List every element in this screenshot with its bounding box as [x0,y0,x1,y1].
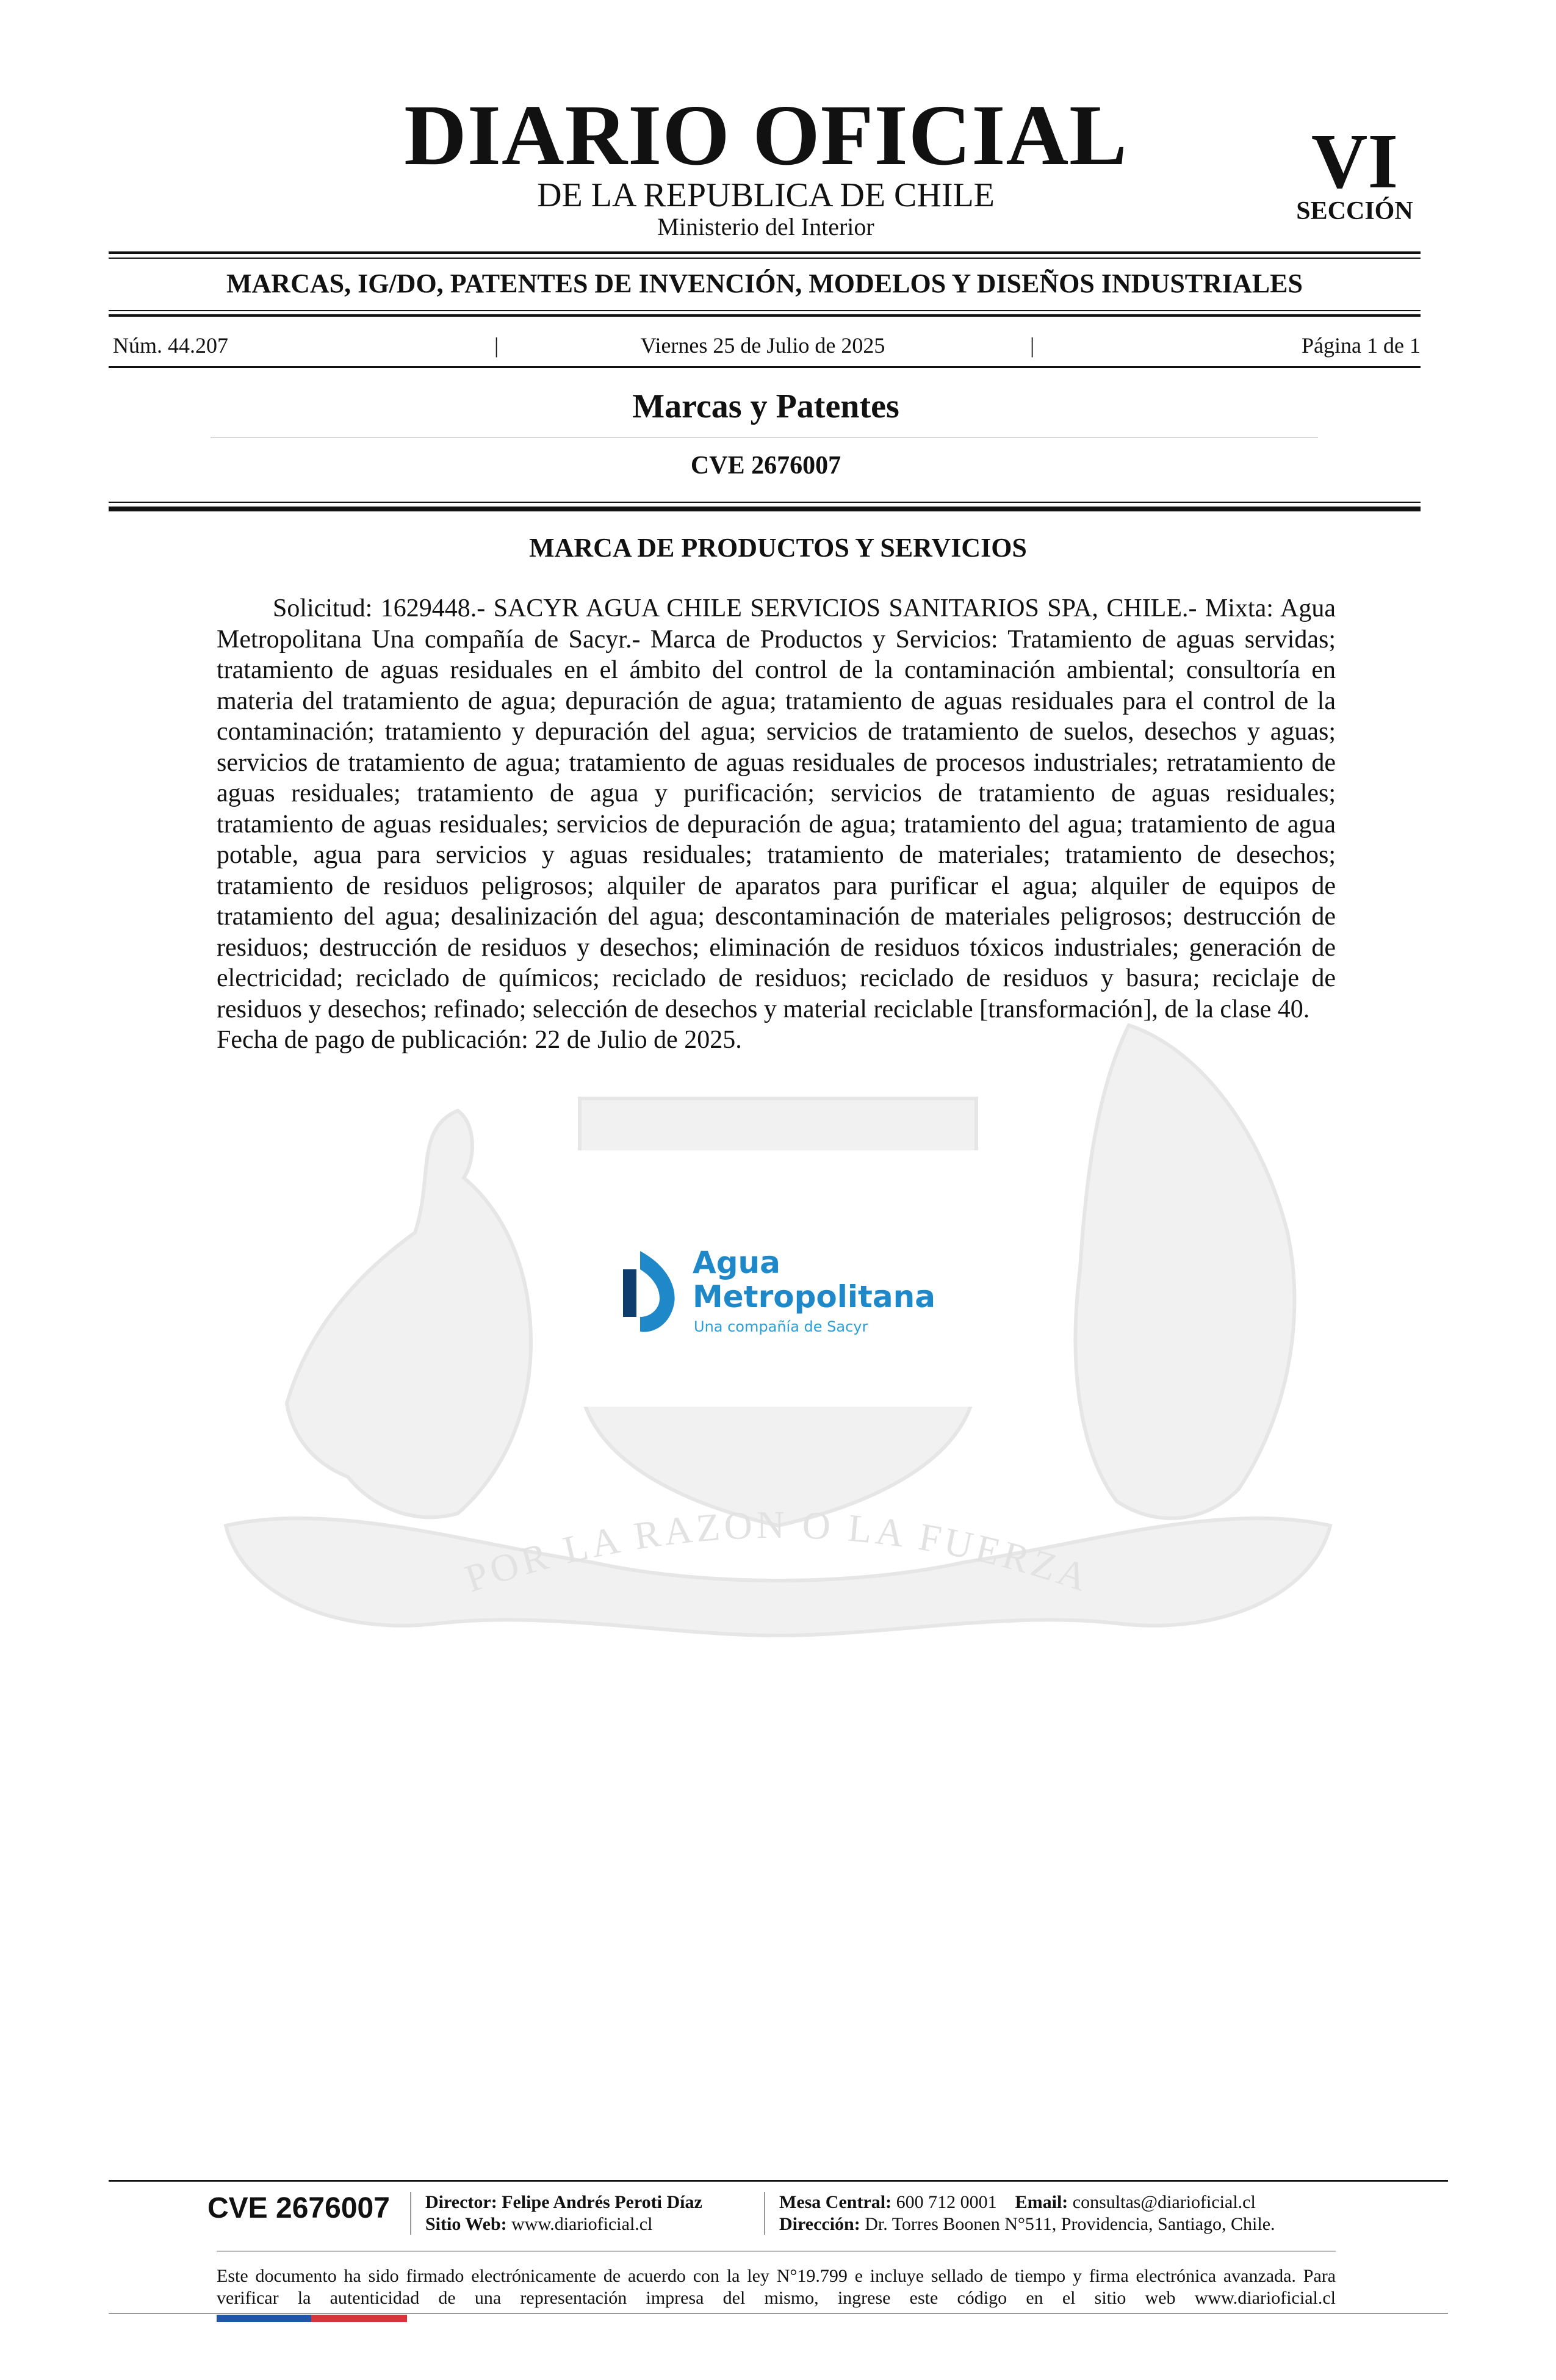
footer-rule-bottom [109,2313,1448,2314]
application-text: Solicitud: 1629448.- SACYR AGUA CHILE SERVICIOS SANITARIOS SPA, CHILE.- Mixta: Agua Metropolitana Una compañía de Sacyr.- Marca de Productos y Servicios: Tratamiento de aguas servidas; tratamiento de aguas residuales en el ámbito del control de la contaminación ambiental; consultoría en materia del tratamiento de agua; depuración de agua; tratamiento de aguas residuales para el control de la contaminación; tratamiento y depuración del agua; servicios de tratamiento de suelos, desechos y aguas; servicios de tratamiento de agua; tratamiento de aguas residuales de procesos industriales; retratamiento de aguas residuales; tratamiento de agua y purificación; servicios de tratamiento de aguas residuales; tratamiento de aguas residuales; servicios de depuración de agua; tratamiento del agua; tratamiento de agua potable, agua para servicios y aguas residuales; tratamiento de materiales; tratamiento de desechos; tratamiento de residuos peligrosos; alquiler de aparatos para purificar el agua; alquiler de equipos de tratamiento del agua; desalinización del agua; descontaminación de materiales peligrosos; destrucción de residuos; destrucción de residuos y desechos; eliminación de residuos tóxicos industriales; generación de electricidad; reciclado de químicos; reciclado de residuos; reciclado de residuos y basura; reciclaje de residuos y desechos; refinado; selección de desechos y material reciclable [transformación], de la clase 40. [217,594,1336,1023]
publication-body [217,593,1336,1056]
issue-separator: | [494,333,499,358]
footer-email-link[interactable]: consultas@diarioficial.cl [1072,2192,1256,2212]
issue-number: Núm. 44.207 [113,333,228,358]
category-rule-thin [109,310,1421,311]
section-number: VI [1311,118,1399,204]
footer-director: Director: Felipe Andrés Peroti Díaz [425,2192,702,2212]
flag-stripe-blue [217,2315,311,2322]
masthead-rule-top [109,251,1421,254]
issue-separator: | [1030,333,1035,358]
footer-rule-mid [217,2251,1336,2252]
condor-shape [1076,1025,1295,1518]
footer-website-link[interactable]: www.diarioficial.cl [511,2214,653,2234]
newspaper-subtitle: DE LA REPUBLICA DE CHILE [537,176,995,214]
footer-cve: CVE 2676007 [207,2192,390,2224]
footer-address: Dirección: Dr. Torres Boonen N°511, Providencia, Santiago, Chile. [779,2214,1275,2234]
payment-date: Fecha de pago de publicación: 22 de Julio de 2025. [217,1026,742,1054]
page-indicator: Página 1 de 1 [1302,333,1421,358]
flag-stripe-red [311,2315,407,2322]
section-category: MARCAS, IG/DO, PATENTES DE INVENCIÓN, MODELOS Y DISEÑOS INDUSTRIALES [226,269,1303,298]
ministry-name: Ministerio del Interior [657,213,874,240]
footer-contact: Mesa Central: 600 712 0001 Email: consultas@diarioficial.cl [779,2192,1256,2212]
issue-rule [109,366,1421,368]
cve-rule [109,507,1421,511]
issue-date: Viernes 25 de Julio de 2025 [640,333,885,358]
newspaper-title: DIARIO OFICIAL [404,87,1128,183]
document-type: MARCA DE PRODUCTOS Y SERVICIOS [529,533,1027,563]
footer-divider [764,2192,765,2235]
footer-website: Sitio Web: www.diarioficial.cl [425,2214,653,2234]
masthead-rule-top-thin [109,258,1421,259]
logo-text-agua: Agua [693,1245,780,1280]
heading-underline [211,437,1318,438]
footer-divider [410,2192,411,2235]
category-rule [109,314,1421,317]
logo-text-metropolitana: Metropolitana [693,1279,935,1314]
huemul-shape [287,1111,531,1517]
cve-rule-thin [109,502,1421,503]
agua-metropolitana-logo-icon [619,1245,680,1336]
motto-text: POR LA RAZON O LA FUERZA [459,1502,1097,1601]
logo-tagline: Una compañía de Sacyr [694,1318,868,1335]
footer-legal-notice: Este documento ha sido firmado electrónicamente de acuerdo con la ley N°19.799 e incluye sellado de tiempo y firma electrónica avanzada. Para verificar la autenticidad de una representación impresa del mismo, ingrese este código en el sitio web www.diarioficial.cl [217,2266,1336,2308]
page-heading: Marcas y Patentes [632,388,899,425]
section-label: SECCIÓN [1296,197,1413,225]
footer-rule-top [109,2180,1448,2182]
cve-code: CVE 2676007 [690,452,841,480]
